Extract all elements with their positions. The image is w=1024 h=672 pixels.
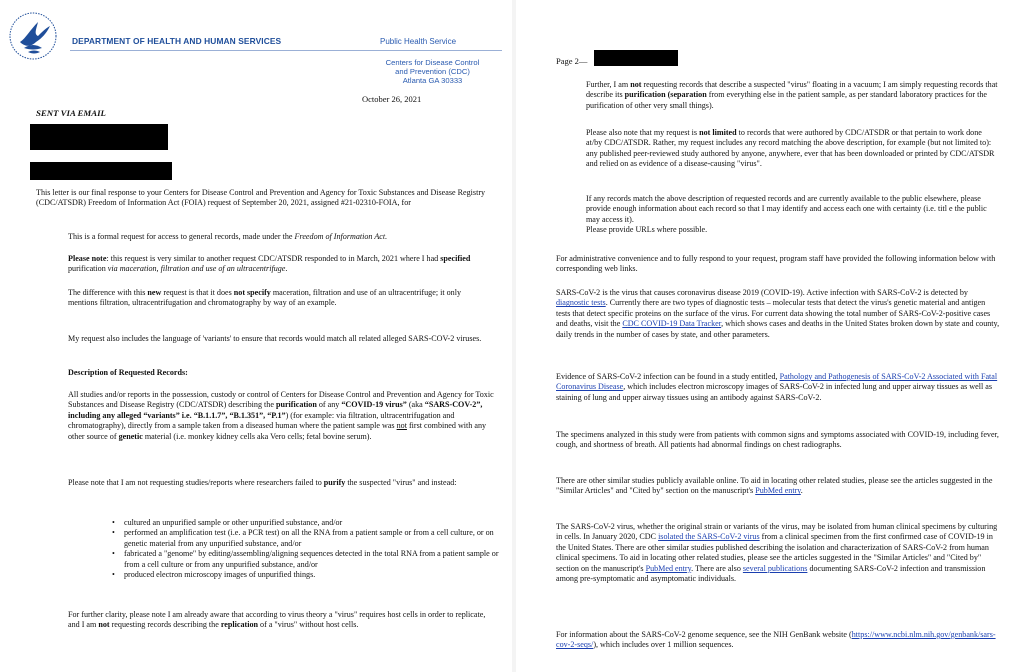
- isolated-virus-link[interactable]: isolated the SARS-CoV-2 virus: [658, 532, 760, 542]
- please-note-text-a: : this request is very similar to another request CDC/ATSDR responded to in March, 2021 where I had: [106, 254, 441, 263]
- please-note-paragraph: [68, 254, 488, 275]
- genbank-paragraph: [556, 630, 1000, 651]
- all-studies-text-f: material (i.e. monkey kidney cells aka Vero cells; fetal bovine serum).: [142, 431, 372, 441]
- several-publications-link[interactable]: several publications: [742, 563, 808, 573]
- all-studies-text-a: All studies and/or reports in the possession, custody or control of Centers for Disease Control and Prevention and Agency for Toxic Substances and Disease Registry (CDC/ATSDR) describing the: [68, 390, 494, 410]
- difference-text-a: The difference with this: [68, 288, 148, 297]
- cdc-address-line2: and Prevention (CDC): [395, 67, 470, 76]
- vacuum-text-c: from everything else in the patient sample, as per standard laboratory practices for the purification of other very small things).: [586, 90, 987, 110]
- cdc-address-line3: Atlanta GA 30333: [402, 76, 463, 85]
- hhs-eagle-logo-icon: [8, 8, 58, 64]
- formal-request-paragraph: [68, 232, 488, 242]
- purify-text-b: the suspected "virus" and instead:: [345, 478, 457, 487]
- clarity-text-a: For further clarity, please note I am already aware that according to virus theory a "virus" requires host cells in order to replicate, and I am: [68, 610, 486, 630]
- all-studies-bold-variants: “SARS-COV-2”, including any alleged “variants” i.e. “B.1.1.7”, “B.1.351”, “P.1”: [68, 400, 483, 420]
- evidence-text-b: , which includes electron microscopy images of SARS-CoV-2 in infected lung and upper airway tissues as well as staining of lung and upper airway tissues using an antibody against SARS-CoV-2.: [556, 382, 993, 402]
- purify-paragraph: [68, 478, 498, 488]
- all-studies-text-b: of any: [316, 400, 342, 410]
- diagnostic-tests-link[interactable]: diagnostic tests: [556, 298, 606, 308]
- sars-text-a: SARS-CoV-2 is the virus that causes coronavirus disease 2019 (COVID-19). Active infection with SARS-CoV-2 is detected by: [556, 288, 968, 297]
- please-note-end: .: [285, 264, 288, 274]
- clarity-text-b: requesting records describing the: [109, 620, 221, 630]
- please-note-label: Please note: [68, 254, 107, 263]
- list-item: • fabricated a "genome" by editing/assembling/aligning sequences detected in the total RNA from a patient sample or from a cell culture or from any unpurified substance, and/or: [124, 549, 504, 570]
- header-rule: [70, 50, 502, 51]
- public-records-text: If any records match the above description of requested records and are currently available to the public elsewhere, please provide enough information about each record so that I may identify and access each one with certainty (i.e. titl e the public may access it).: [586, 194, 987, 224]
- not-limited-text-a: Please also note that my request is: [586, 128, 700, 137]
- variants-paragraph: My request also includes the language of 'variants' to ensure that records would match all related alleged SARS-COV-2 viruses.: [68, 334, 482, 343]
- all-studies-text-d: ) (for example: via filtration, ultracentrifugation and chromatography), directly from a sample taken from a diseased human where the patient sample was: [68, 410, 455, 431]
- difference-paragraph: [68, 288, 488, 309]
- not-limited-paragraph: [586, 128, 998, 170]
- similar-studies-paragraph: [556, 476, 1000, 497]
- not-requesting-list: [112, 518, 504, 580]
- difference-text-c: maceration, filtration and use of an ultracentrifuge; it only mentions filtration, ultracentrifugation and chromatography by way of an example.: [68, 288, 461, 308]
- pubmed-entry-link-2[interactable]: PubMed entry: [645, 563, 692, 573]
- similar-text-a: There are other similar studies publicly available online. To aid in locating other related studies, please see the articles suggested in the "Similar Articles" and "Cited by" section on the manuscript's: [556, 476, 993, 496]
- further-clarity-paragraph: [68, 610, 498, 631]
- not-limited-bold: not limited: [699, 128, 737, 137]
- purify-text-a: Please note that I am not requesting studies/reports where researchers failed to: [68, 478, 324, 487]
- department-name: DEPARTMENT OF HEALTH AND HUMAN SERVICES: [72, 36, 282, 46]
- difference-bold-not-specify: not specify: [233, 288, 271, 297]
- all-studies-bold-genetic: genetic: [118, 431, 143, 441]
- sars-text-b: . Currently there are two types of diagnostic tests – molecular tests that detect the virus's genetic material and antigen tests that detect specific proteins on the surface of the virus. For current data showing the total number of SARS-CoV-2-positive cases and deaths, visit the: [556, 298, 991, 329]
- vacuum-text-a: Further, I am: [586, 80, 631, 89]
- list-item: • cultured an unpurified sample or other unpurified substance, and/or: [124, 518, 504, 528]
- all-studies-paragraph: [68, 390, 498, 442]
- pathology-study-link[interactable]: Pathology and Pathogenesis of SARS-CoV-2 Associated with Fatal Coronavirus Disease: [556, 372, 998, 392]
- foia-act-italic: Freedom of Information Act.: [294, 232, 388, 241]
- description-heading: Description of Requested Records:: [68, 368, 188, 377]
- all-studies-text-e: first combined with any other source of: [68, 421, 487, 441]
- sent-via-email: SENT VIA EMAIL: [36, 108, 106, 118]
- difference-bold-new: new: [147, 288, 162, 297]
- administrative-paragraph: For administrative convenience and to fully respond to your request, program staff have provided the following information below with corresponding web links.: [556, 254, 996, 274]
- cdc-address: [380, 58, 485, 85]
- vacuum-paragraph: [586, 80, 998, 111]
- letter-page-2: [516, 0, 1024, 672]
- similar-text-b: .: [800, 486, 803, 496]
- all-studies-bold-purification: purification: [275, 400, 317, 410]
- redaction-block-email: [30, 162, 172, 180]
- public-records-paragraph: [586, 194, 998, 236]
- all-studies-text-c: (aka: [406, 400, 425, 410]
- genbank-text-a: For information about the SARS-CoV-2 genome sequence, see the NIH GenBank website (: [556, 630, 852, 639]
- specimens-paragraph: The specimens analyzed in this study were from patients with common signs and symptoms associated with COVID-19, including fever, cough, and shortness of breath. All patients had abnormal findings on chest radiographs.: [556, 430, 999, 450]
- evidence-paragraph: [556, 372, 1000, 403]
- provide-urls-text: Please provide URLs where possible.: [586, 225, 708, 235]
- public-health-service: Public Health Service: [380, 37, 457, 46]
- clarity-bold-not: not: [98, 620, 110, 630]
- clarity-text-c: of a "virus" without host cells.: [258, 620, 359, 630]
- all-studies-underlined-not: not: [396, 421, 407, 431]
- intro-paragraph: This letter is our final response to your Centers for Disease Control and Prevention and Agency for Toxic Substances and Disease Registry (CDC/ATSDR) Freedom of Information Act (FOIA) request of September 20, 2021, assigned #21-02310-FOIA, for: [36, 188, 486, 208]
- difference-text-b: request is that it does: [161, 288, 234, 297]
- cdc-address-line1: Centers for Disease Control: [385, 58, 480, 67]
- page-2-label: Page 2—: [556, 56, 588, 66]
- not-limited-text-b: to records that were authored by CDC/ATSDR or that pertain to work done at/by CDC/ATSDR. Rather, my request includes any record matching the above description, for example (but not limited to): any published peer-reviewed study authored by anyone, anywhere, ever that has been downloaded or printed by CDC/ATSDR and relied on as evidence of a disease-causing "virus".: [586, 128, 995, 169]
- letter-date: October 26, 2021: [362, 94, 422, 104]
- all-studies-bold-covid: “COVID-19 virus”: [341, 400, 407, 410]
- formal-request-text: This is a formal request for access to general records, made under the: [68, 232, 295, 241]
- isolation-text-b: from a clinical specimen from the first confirmed case of COVID-19 in the United States. There are other similar studies published describing the isolation and characterization of SARS-CoV-2 from human clinical specimens. To aid in locating other related studies, please see the articles suggested in the "Similar Articles" and "Cited by" section on the manuscript's: [556, 532, 993, 573]
- please-note-italic: via maceration, filtration and use of an ultracentrifuge: [107, 264, 286, 274]
- purify-bold: purify: [323, 478, 346, 487]
- list-item: • produced electron microscopy images of unpurified things.: [124, 570, 504, 580]
- vacuum-bold-not: not: [630, 80, 642, 89]
- sars-text-c: , which shows cases and deaths in the United States broken down by state and county, daily trends in the number of cases by state, and other parameters.: [556, 319, 1000, 339]
- isolation-text-c: . There are also: [691, 563, 743, 573]
- redaction-block-page2: [594, 50, 678, 66]
- isolation-text-a: The SARS-CoV-2 virus, whether the original strain or variants of the virus, may be isolated from human clinical specimens by culturing in cells. In January 2020, CDC: [556, 522, 998, 542]
- sars-cov-2-paragraph: [556, 288, 1000, 340]
- pubmed-entry-link[interactable]: PubMed entry: [755, 486, 801, 496]
- genbank-link[interactable]: https://www.ncbi.nlm.nih.gov/genbank/sars-cov-2-seqs/: [556, 630, 996, 650]
- evidence-text-a: Evidence of SARS-CoV-2 infection can be found in a study entitled,: [556, 372, 780, 381]
- clarity-bold-replication: replication: [220, 620, 259, 630]
- please-note-bold: specified: [440, 254, 471, 263]
- isolation-paragraph: [556, 522, 1000, 584]
- vacuum-text-b: requesting records that describe a suspected "virus" floating in a vacuum; I am simply requesting records that describe its: [586, 80, 998, 100]
- isolation-text-d: documenting SARS-CoV-2 infection and transmission among pre-symptomatic and asymptomatic individuals.: [556, 563, 986, 584]
- redaction-block-name: [30, 124, 168, 150]
- data-tracker-link[interactable]: CDC COVID-19 Data Tracker: [622, 319, 722, 329]
- list-item: • performed an amplification test (i.e. a PCR test) on all the RNA from a patient sample or from a cell culture, or on genetic material from any unpurified substance, and/or: [124, 528, 504, 549]
- please-note-text-b: purification: [68, 264, 108, 274]
- vacuum-bold-purification: purification (separation: [624, 90, 707, 100]
- genbank-text-b: ), which includes over 1 million sequences.: [593, 640, 734, 650]
